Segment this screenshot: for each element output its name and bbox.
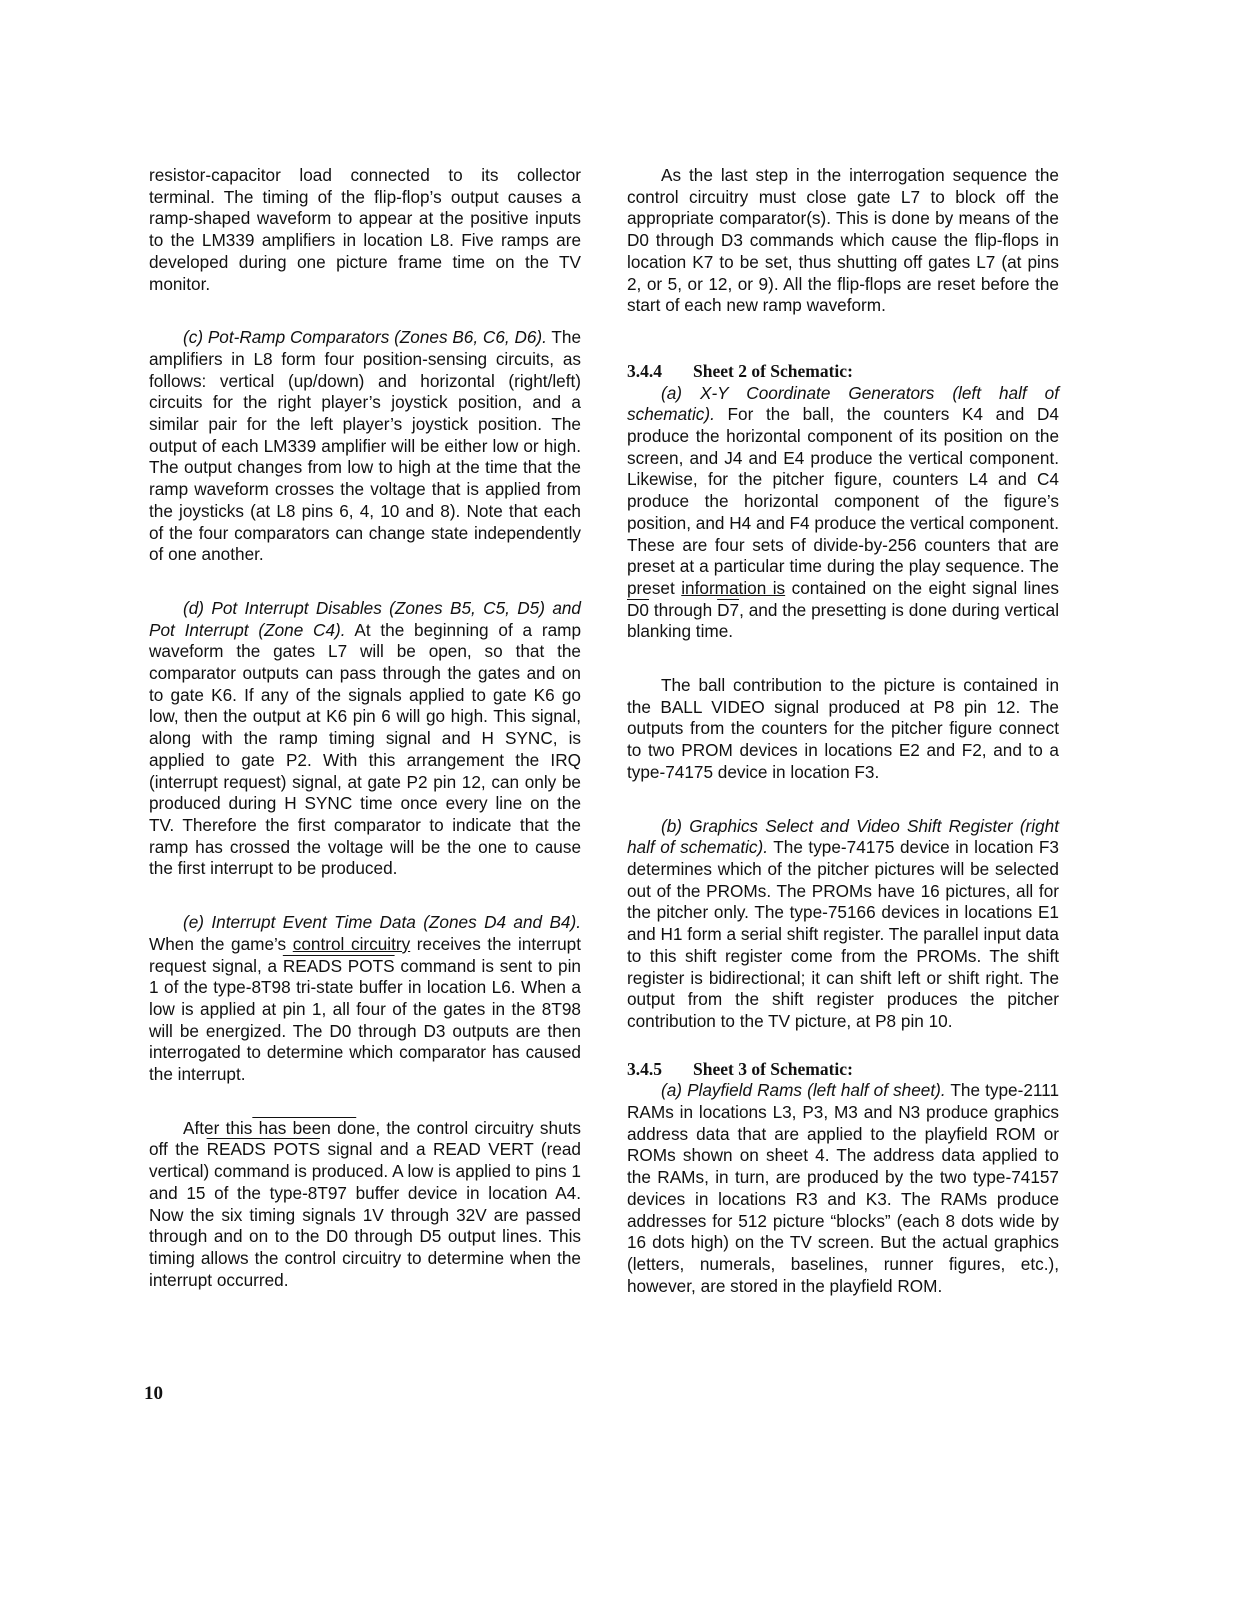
subsection-title: (a) X-Y Coordinate Generators (left half of schematic).: [627, 382, 1059, 425]
paragraph-text: resistor-capacitor load connected to its collector terminal. The timing of the flip-flop’s output causes a ramp-shaped waveform to appear at the positive inputs to the LM339 amplifiers in location L8. Five ramps are developed during one picture frame time on the TV monitor.: [149, 165, 581, 294]
subsection-title: (d) Pot Interrupt Disables (Zones B5, C5, D5) and Pot Interrupt (Zone C4).: [149, 597, 581, 640]
subsection-title: (a) Playfield Rams (left half of sheet).: [661, 1080, 946, 1101]
paragraph-text: At the beginning of a ramp waveform the gates L7 will be open, so that the comparator outputs can pass through the gates and on to gate K6. If any of the signals applied to gate K6 go low, then the output at K6 pin 6 will go high. This signal, along with the ramp timing signal and H SYNC, is applied to gate P2. With this arrangement the IRQ (interrupt request) signal, at gate P2 pin 12, can only be produced during H SYNC time once every line on the TV. Therefore the first comparator to indicate that the ramp has crossed the voltage will be the one to cause the first interrupt to be produced.: [149, 619, 581, 879]
paragraph-interrogation-sequence: [627, 165, 1059, 317]
underlined-text: information is: [681, 577, 786, 598]
overlined-signal-name: READS POTS: [206, 1139, 321, 1160]
paragraph-text: After this: [183, 1117, 253, 1138]
paragraph-read-vert: [149, 1118, 581, 1292]
subsection-title: (c) Pot-Ramp Comparators (Zones B6, C6, D6).: [183, 327, 547, 348]
paragraph-text: , and the presetting is done during vertical blanking time.: [627, 599, 1060, 642]
paragraph-text: The type-2111 RAMs in locations L3, P3, M3 and N3 produce graphics address data that are applied to the playfield ROM or ROMs shown on sheet 4. The address data applied to the RAMs, in turn, are produced by the two type-74157 devices in locations R3 and K3. The RAMs produce addresses for 512 picture “blocks” (each 8 dots wide by 16 dots high) on the TV screen. But the actual graphics (letters, numerals, baselines, runner figures, etc.), however, are stored in the playfield ROM.: [627, 1080, 1059, 1296]
overlined-text: has been do: [252, 1117, 357, 1138]
paragraph-text: The ball contribution to the picture is contained in the BALL VIDEO signal produced at P8 pin 12. The outputs from the counters for the pitcher figure connect to two PROM devices in locations E2 and F2, and to a type-74175 device in location F3.: [627, 675, 1059, 782]
underlined-text: control circuitry: [292, 933, 411, 954]
paragraph-pot-ramp-comparators: [149, 327, 581, 566]
paragraph-text: contained on the eight signal lines: [785, 577, 1059, 598]
paragraph-text: through: [648, 599, 718, 620]
paragraph-text: As the last step in the interrogation sequence the control circuitry must close gate L7 to block off the appropriate comparator(s). This is done by means of the D0 through D3 commands which cause the flip-flops in location K7 to be set, thus shutting off gates L7 (at pins 2, or 5, or 12, or 9). All the flip-flops are reset before the start of each new ramp waveform.: [627, 165, 1059, 316]
paragraph-xy-coordinate-generators: [627, 383, 1059, 643]
paragraph-graphics-select: [627, 816, 1059, 1033]
paragraph-ball-contribution: [627, 675, 1059, 784]
paragraph-text: The type-74175 device in location F3 determines which of the pitcher pictures will be selected out of the PROMs. The PROMs have 16 pictures, all for the pitcher only. The type-75166 devices in locations E1 and H1 form a serial shift register. The parallel input data to this shift register come from the PROMs. The shift register is bidirectional; it can shift left or shift right. The output from the shift register produces the pitcher contribution to the TV picture, at P8 pin 10.: [627, 837, 1059, 1031]
paragraph-text: receives the interrupt request signal, a: [149, 933, 582, 976]
subsection-title: (b) Graphics Select and Video Shift Register (right half of schematic).: [627, 815, 1059, 858]
section-heading-3-4-5: [627, 1059, 1059, 1081]
paragraph-ramp-intro: [149, 165, 581, 295]
paragraph-playfield-rams: [627, 1080, 1059, 1297]
section-number: 3.4.5: [627, 1058, 662, 1079]
paragraph-interrupt-event-time-data: [149, 912, 581, 1086]
paragraph-text: The amplifiers in L8 form four position-sensing circuits, as follows: vertical (up/down) and horizontal (right/left) circuits for the right player’s joystick position, and a similar pair for the left player’s joystick position. The output of each LM339 amplifier will be either low or high. The output changes from low to high at the time that the ramp waveform crosses the voltage that is applied from the joysticks (at L8 pins 6, 4, 10 and 8). Note that each of the four comparators can change state independently of one another.: [149, 327, 582, 565]
paragraph-text: command is sent to pin 1 of the type-8T98 tri-state buffer in location L6. When a low is applied at pin 1, all four of the gates in the 8T98 will be energized. The D0 through D3 outputs are then interrogated to determine which comparator has caused the interrupt.: [149, 955, 581, 1085]
section-heading-3-4-4: [627, 361, 1059, 383]
overlined-signal-name: D0: [627, 599, 649, 620]
page-number: 10: [144, 1383, 163, 1404]
paragraph-text: signal and a READ VERT (read vertical) command is produced. A low is applied to pins 1 and 15 of the type-8T97 buffer device in location A4. Now the six timing signals 1V through 32V are passed through and on to the D0 through D5 output lines. This timing allows the control circuitry to determine when the interrupt occurred.: [149, 1139, 581, 1290]
section-number: 3.4.4: [627, 360, 662, 381]
paragraph-text: For the ball, the counters K4 and D4 produce the horizontal component of its position on the screen, and J4 and E4 produce the vertical component. Likewise, for the pitcher figure, counters L4 and C4 produce the horizontal component of the figure’s position, and H4 and F4 produce the vertical component. These are four sets of divide-by-256 counters that are preset at a particular time during the play sequence. The preset: [627, 404, 1059, 598]
left-column: [149, 165, 581, 1291]
overlined-signal-name: D7: [717, 599, 740, 620]
overlined-signal-name: READS POTS: [282, 955, 395, 976]
section-title: Sheet 3 of Schematic:: [693, 1058, 853, 1079]
paragraph-text: When the game’s: [149, 933, 293, 954]
subsection-title: (e) Interrupt Event Time Data (Zones D4 and B4).: [183, 912, 581, 933]
section-title: Sheet 2 of Schematic:: [693, 360, 853, 381]
paragraph-pot-interrupt-disables: [149, 598, 581, 880]
right-column: [627, 165, 1059, 1297]
paragraph-text: ne, the control circuitry shuts off the: [149, 1117, 581, 1160]
